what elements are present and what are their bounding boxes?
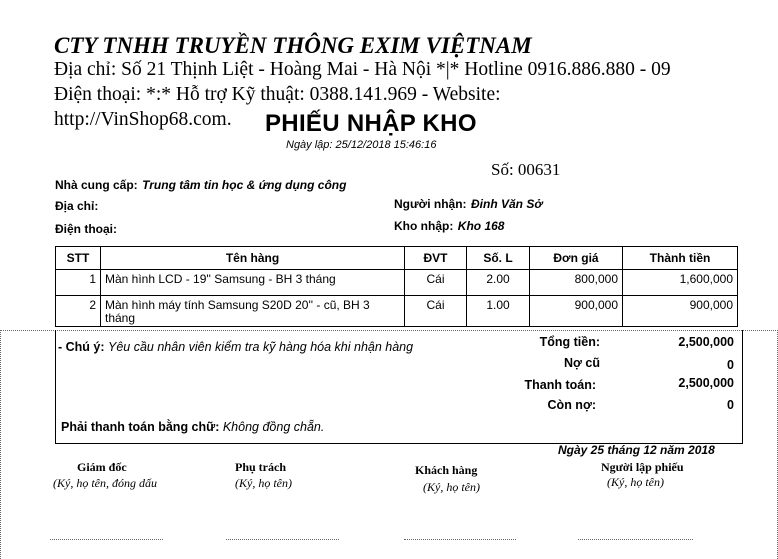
paid-value: 2,500,000: [678, 376, 734, 390]
header-stt: STT: [56, 247, 101, 270]
cell-stt: 1: [56, 270, 101, 296]
items-table: [55, 246, 738, 327]
cell-quantity: 1.00: [467, 296, 530, 327]
receiver-field: [394, 195, 542, 213]
customer-signature-line: [404, 539, 516, 540]
cell-amount: 1,600,000: [623, 270, 738, 296]
amount-in-words: [61, 420, 324, 434]
preparer-subtitle: (Ký, họ tên): [607, 475, 664, 489]
header-unit-price: Đơn giá: [530, 247, 623, 270]
cell-unit: Cái: [405, 296, 467, 327]
preparer-signature-line: [578, 539, 693, 540]
note-value: Yêu cầu nhân viên kiểm tra kỹ hàng hóa khi nhận hàng: [108, 340, 414, 354]
receiver-label: Người nhận:: [394, 197, 467, 211]
header-amount: Thành tiền: [623, 247, 738, 270]
company-website: http://VinShop68.com.: [54, 109, 232, 130]
cell-item-name: Màn hình máy tính Samsung S20D 20'' - cũ, BH 3 tháng: [101, 296, 405, 327]
cell-unit: Cái: [405, 270, 467, 296]
supplier-value: Trung tâm tin học & ứng dụng công: [142, 178, 347, 192]
debt-label: Nợ cũ: [564, 356, 600, 370]
company-name: CTY TNHH TRUYỀN THÔNG EXIM VIỆTNAM: [54, 33, 532, 58]
warehouse-value: Kho 168: [457, 219, 505, 233]
table-row: [56, 270, 738, 296]
charge-signature-line: [226, 539, 339, 540]
table-header-row: [56, 247, 738, 270]
table-row: [56, 296, 738, 327]
cell-quantity: 2.00: [467, 270, 530, 296]
receiver-value: Đinh Văn Sở: [471, 197, 543, 211]
cell-unit-price: 800,000: [530, 270, 623, 296]
director-subtitle: (Ký, họ tên, đóng dấu: [53, 476, 157, 490]
signature-date: Ngày 25 tháng 12 năm 2018: [558, 443, 715, 457]
created-date: Ngày lập: 25/12/2018 15:46:16: [286, 139, 437, 151]
supplier-label: Nhà cung cấp:: [55, 178, 138, 192]
remain-label: Còn nợ:: [547, 398, 596, 412]
cell-stt: 2: [56, 296, 101, 327]
words-label: Phải thanh toán bằng chữ:: [61, 420, 220, 434]
header-quantity: Số. L: [467, 247, 530, 270]
company-address: Địa chỉ: Số 21 Thịnh Liệt - Hoàng Mai - Hà Nội *|* Hotline 0916.886.880 - 09: [54, 59, 671, 80]
cell-item-name: Màn hình LCD - 19'' Samsung - BH 3 tháng: [101, 270, 405, 296]
total-label: Tổng tiền:: [539, 335, 600, 349]
section-border-left: [0, 330, 1, 559]
remain-value: 0: [727, 398, 734, 412]
customer-subtitle: (Ký, họ tên): [423, 480, 480, 494]
preparer-title: Người lập phiếu: [601, 460, 684, 474]
director-title: Giám đốc: [77, 460, 127, 474]
debt-value: 0: [727, 358, 734, 372]
header-unit: ĐVT: [405, 247, 467, 270]
cell-amount: 900,000: [623, 296, 738, 327]
cell-unit-price: 900,000: [530, 296, 623, 327]
director-signature-line: [50, 539, 163, 540]
warehouse-field: [394, 217, 504, 235]
document-title: PHIẾU NHẬP KHO: [265, 110, 477, 137]
address-label: Địa chỉ:: [55, 199, 99, 213]
company-phone: Điện thoại: *:* Hỗ trợ Kỹ thuật: 0388.141.969 - Website:: [54, 84, 501, 105]
words-value: Không đồng chẵn.: [222, 420, 325, 434]
phone-label: Điện thoại:: [55, 222, 117, 236]
total-value: 2,500,000: [678, 335, 734, 349]
note-label: - Chú ý:: [58, 340, 105, 354]
warehouse-label: Kho nhập:: [394, 219, 454, 233]
header-item-name: Tên hàng: [101, 247, 405, 270]
charge-subtitle: (Ký, họ tên): [235, 476, 292, 490]
customer-title: Khách hàng: [415, 463, 478, 477]
document-number: Số: 00631: [491, 160, 561, 179]
paid-label: Thanh toán:: [524, 378, 596, 392]
charge-title: Phụ trách: [235, 460, 286, 474]
supplier-field: [55, 176, 346, 194]
note-field: [58, 340, 413, 354]
